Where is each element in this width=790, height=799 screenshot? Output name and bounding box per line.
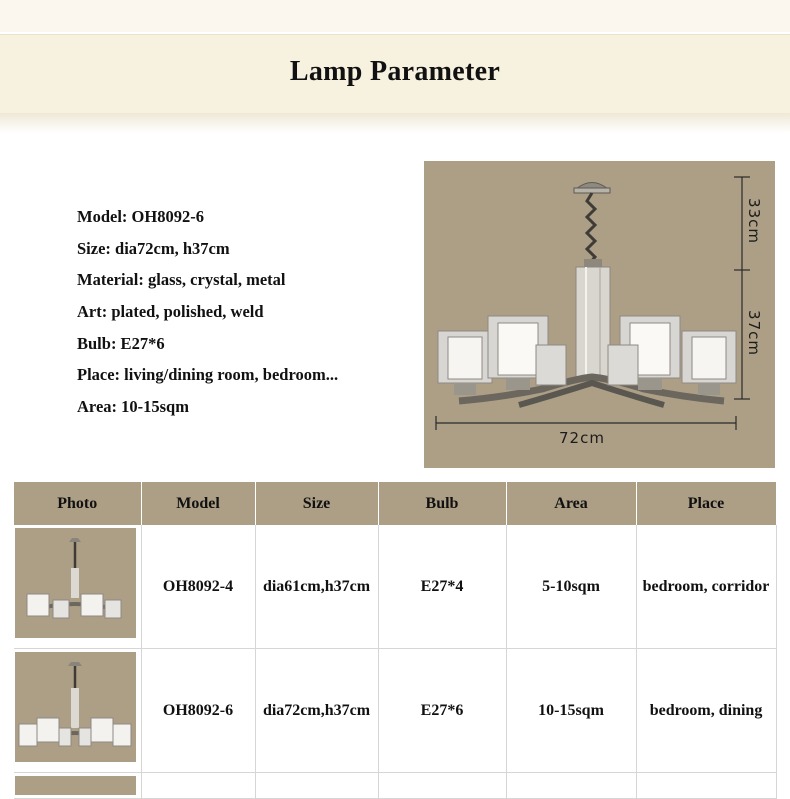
param-size: Size: dia72cm, h37cm bbox=[77, 238, 230, 258]
cell-area: 10-15sqm bbox=[506, 649, 636, 773]
table-row bbox=[14, 525, 776, 649]
lamp-dimension-image bbox=[424, 161, 775, 468]
column-header-place: Place bbox=[636, 482, 776, 525]
table-row bbox=[14, 649, 776, 773]
column-header-photo: Photo bbox=[14, 482, 141, 525]
table-row bbox=[14, 773, 776, 799]
param-area: Area: 10-15sqm bbox=[77, 397, 189, 417]
dim-label-width: 72cm bbox=[559, 429, 605, 447]
photo-cell bbox=[14, 773, 141, 799]
column-header-area: Area bbox=[506, 482, 636, 525]
table-header-row bbox=[14, 482, 776, 525]
param-model: Model: OH8092-6 bbox=[77, 207, 204, 226]
lamp-thumbnail-4 bbox=[15, 528, 136, 638]
param-art: Art: plated, polished, weld bbox=[77, 302, 264, 322]
cell-empty bbox=[636, 773, 776, 799]
cell-empty bbox=[141, 773, 255, 799]
param-material: Material: glass, crystal, metal bbox=[77, 270, 286, 290]
column-header-size: Size bbox=[255, 482, 378, 525]
cell-size: dia72cm,h37cm bbox=[255, 649, 378, 773]
cell-model: OH8092-4 bbox=[141, 525, 255, 649]
dim-label-top: 33cm bbox=[745, 198, 763, 244]
dim-label-body: 37cm bbox=[745, 310, 763, 356]
cell-size: dia61cm,h37cm bbox=[255, 525, 378, 649]
column-header-model: Model bbox=[141, 482, 255, 525]
cell-empty bbox=[378, 773, 506, 799]
param-bulb: Bulb: E27*6 bbox=[77, 333, 165, 353]
cell-bulb: E27*6 bbox=[378, 649, 506, 773]
column-header-bulb: Bulb bbox=[378, 482, 506, 525]
photo-cell bbox=[14, 649, 141, 773]
chandelier-drawing bbox=[424, 161, 775, 468]
parameter-list bbox=[77, 204, 338, 426]
header-shadow bbox=[0, 113, 790, 133]
photo-cell bbox=[14, 525, 141, 649]
param-place: Place: living/dining room, bedroom... bbox=[77, 365, 339, 385]
top-strip bbox=[0, 0, 790, 32]
page-title: Lamp Parameter bbox=[289, 56, 501, 87]
cell-place: bedroom, corridor bbox=[636, 525, 776, 649]
cell-place: bedroom, dining bbox=[636, 649, 776, 773]
cell-model: OH8092-6 bbox=[141, 649, 255, 773]
cell-empty bbox=[506, 773, 636, 799]
lamp-thumbnail-6 bbox=[15, 652, 136, 762]
cell-area: 5-10sqm bbox=[506, 525, 636, 649]
model-table bbox=[14, 482, 777, 799]
cell-empty bbox=[255, 773, 378, 799]
cell-bulb: E27*4 bbox=[378, 525, 506, 649]
lamp-thumbnail-partial bbox=[15, 776, 136, 795]
